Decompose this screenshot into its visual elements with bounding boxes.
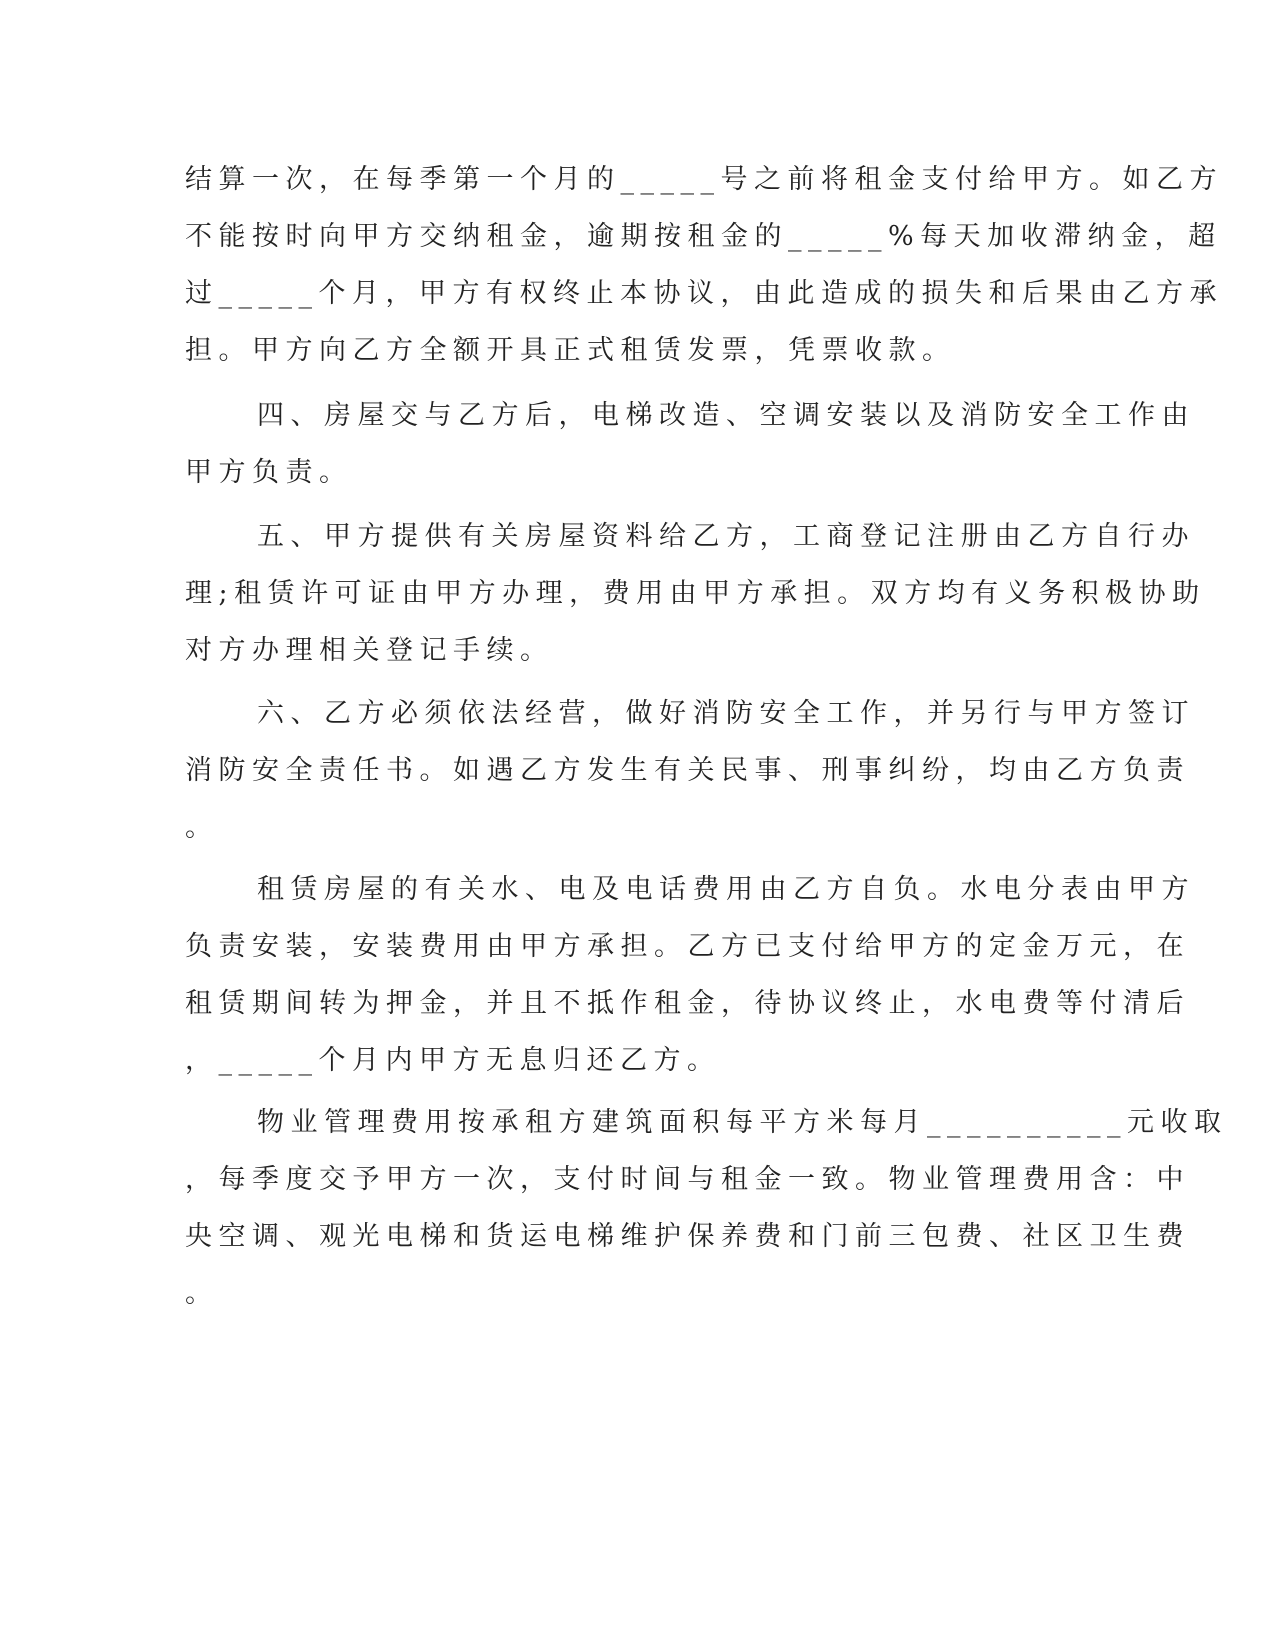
text-line: 甲方负责。 <box>185 457 353 488</box>
text-line: 理;租赁许可证由甲方办理，费用由甲方承担。双方均有义务积极协助 <box>185 578 1206 609</box>
text-line: 对方办理相关登记手续。 <box>185 635 554 666</box>
text-line: 过_____个月，甲方有权终止本协议，由此造成的损失和后果由乙方承 <box>185 278 1223 309</box>
text-line: ，_____个月内甲方无息归还乙方。 <box>185 1045 721 1076</box>
text-line: 央空调、观光电梯和货运电梯维护保养费和门前三包费、社区卫生费 <box>185 1221 1190 1252</box>
text-line: 担。甲方向乙方全额开具正式租赁发票，凭票收款。 <box>185 335 956 366</box>
text-line: 五、甲方提供有关房屋资料给乙方，工商登记注册由乙方自行办 <box>257 521 1195 552</box>
text-line: 结算一次，在每季第一个月的_____号之前将租金支付给甲方。如乙方 <box>185 164 1223 195</box>
text-line: ，每季度交予甲方一次，支付时间与租金一致。物业管理费用含：中 <box>185 1164 1190 1195</box>
text-line: 四、房屋交与乙方后，电梯改造、空调安装以及消防安全工作由 <box>257 400 1195 431</box>
text-line: 租赁房屋的有关水、电及电话费用由乙方自负。水电分表由甲方 <box>257 874 1195 905</box>
text-line: 六、乙方必须依法经营，做好消防安全工作，并另行与甲方签订 <box>257 698 1195 729</box>
text-line: 负责安装，安装费用由甲方承担。乙方已支付给甲方的定金万元，在 <box>185 931 1190 962</box>
text-line: 不能按时向甲方交纳租金，逾期按租金的_____%每天加收滞纳金，超 <box>185 221 1222 252</box>
text-line: 物业管理费用按承租方建筑面积每平方米每月__________元收取 <box>257 1107 1228 1138</box>
text-line: 。 <box>185 1278 219 1309</box>
text-line: 。 <box>185 812 219 843</box>
text-line: 租赁期间转为押金，并且不抵作租金，待协议终止，水电费等付清后 <box>185 988 1190 1019</box>
text-line: 消防安全责任书。如遇乙方发生有关民事、刑事纠纷，均由乙方负责 <box>185 755 1190 786</box>
